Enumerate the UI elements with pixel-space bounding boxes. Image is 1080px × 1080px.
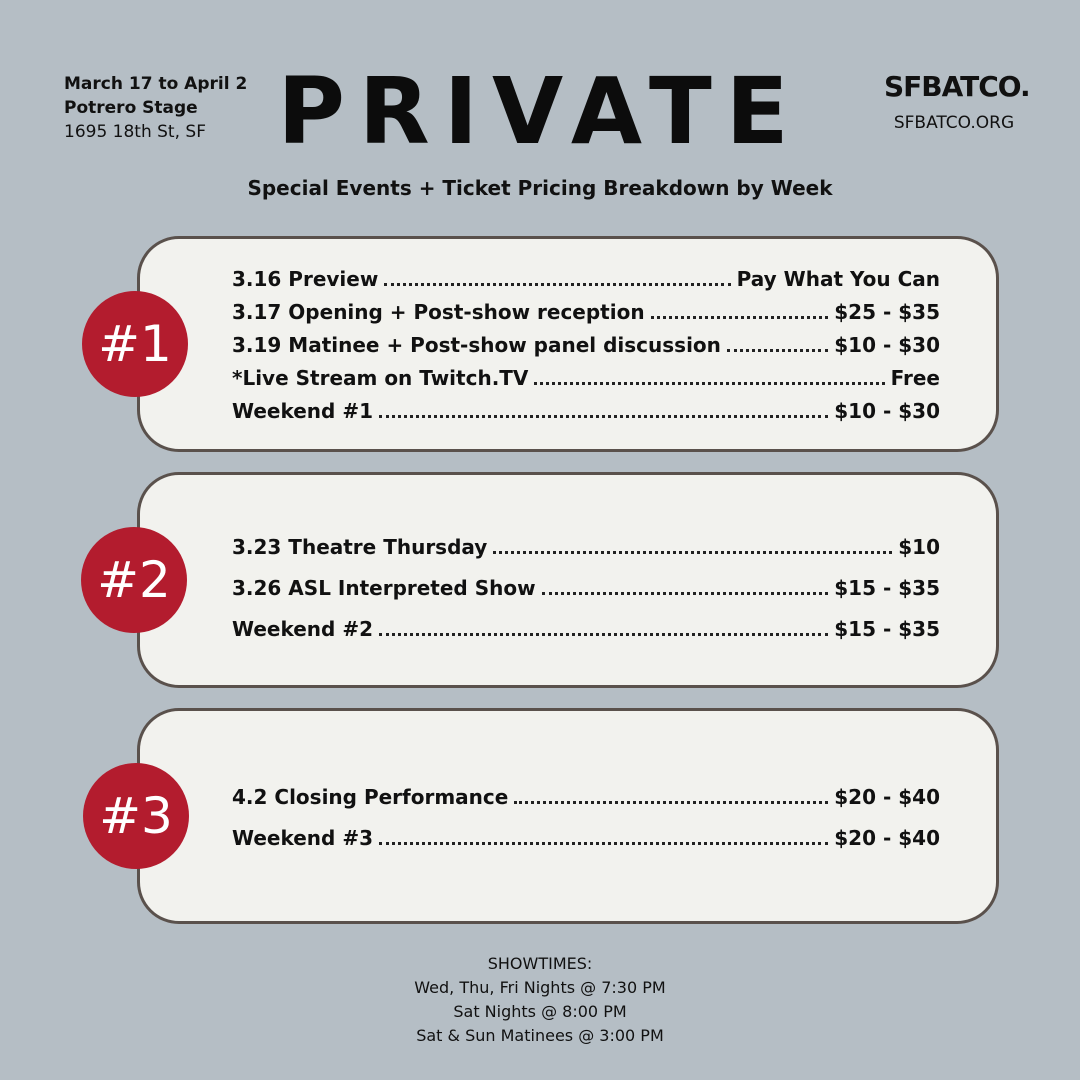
week-panel-1: [137, 236, 999, 452]
event-label: Weekend #2: [232, 617, 373, 641]
event-price: $10 - $30: [834, 399, 940, 423]
price-row: [232, 399, 940, 423]
event-price: $25 - $35: [834, 300, 940, 324]
event-price: Pay What You Can: [736, 267, 940, 291]
showtimes-heading: SHOWTIMES:: [487, 954, 593, 973]
brand-url[interactable]: SFBATCO.ORG: [893, 113, 1015, 133]
dot-leader: [514, 792, 828, 804]
event-label: Weekend #3: [232, 826, 373, 850]
price-row: [232, 826, 940, 850]
dot-leader: [379, 406, 828, 418]
event-address: 1695 18th St, SF: [64, 122, 206, 142]
event-label: 3.17 Opening + Post-show reception: [232, 300, 645, 324]
price-row: [232, 333, 940, 357]
event-price: $15 - $35: [834, 576, 940, 600]
brand: [884, 70, 1030, 133]
price-row: [232, 366, 940, 390]
showtime-line: Wed, Thu, Fri Nights @ 7:30 PM: [414, 978, 666, 997]
event-label: 3.26 ASL Interpreted Show: [232, 576, 536, 600]
subtitle: Special Events + Ticket Pricing Breakdown by Week: [247, 176, 833, 200]
event-label: 3.16 Preview: [232, 267, 379, 291]
event-price: $20 - $40: [834, 785, 940, 809]
event-label: 4.2 Closing Performance: [232, 785, 509, 809]
dot-leader: [384, 274, 730, 286]
price-row: [232, 785, 940, 809]
price-row: [232, 300, 940, 324]
price-row: [232, 535, 940, 559]
event-price: $15 - $35: [834, 617, 940, 641]
brand-logo: SFBATCO.: [884, 70, 1030, 103]
dot-leader: [379, 624, 828, 636]
showtimes: [0, 952, 1080, 1048]
dot-leader: [493, 542, 892, 554]
event-label: 3.19 Matinee + Post-show panel discussion: [232, 333, 721, 357]
show-title: PRIVATE: [277, 58, 803, 165]
week-badge-3: #3: [83, 763, 189, 869]
dot-leader: [651, 307, 829, 319]
week-badge-2: #2: [81, 527, 187, 633]
event-venue: Potrero Stage: [64, 98, 198, 118]
price-row: [232, 617, 940, 641]
dot-leader: [542, 583, 829, 595]
dot-leader: [534, 373, 884, 385]
price-row: [232, 267, 940, 291]
week-badge-1: #1: [82, 291, 188, 397]
event-dates: March 17 to April 2: [64, 74, 248, 94]
event-price: $10 - $30: [834, 333, 940, 357]
dot-leader: [727, 340, 828, 352]
showtime-line: Sat Nights @ 8:00 PM: [453, 1002, 627, 1021]
price-row: [232, 576, 940, 600]
week-panel-2: [137, 472, 999, 688]
dot-leader: [379, 833, 828, 845]
week-panel-3: [137, 708, 999, 924]
showtime-line: Sat & Sun Matinees @ 3:00 PM: [416, 1026, 664, 1045]
event-label: 3.23 Theatre Thursday: [232, 535, 488, 559]
event-price: $10: [898, 535, 940, 559]
event-label: Weekend #1: [232, 399, 373, 423]
event-price: $20 - $40: [834, 826, 940, 850]
event-label: *Live Stream on Twitch.TV: [232, 366, 529, 390]
event-price: Free: [890, 366, 940, 390]
